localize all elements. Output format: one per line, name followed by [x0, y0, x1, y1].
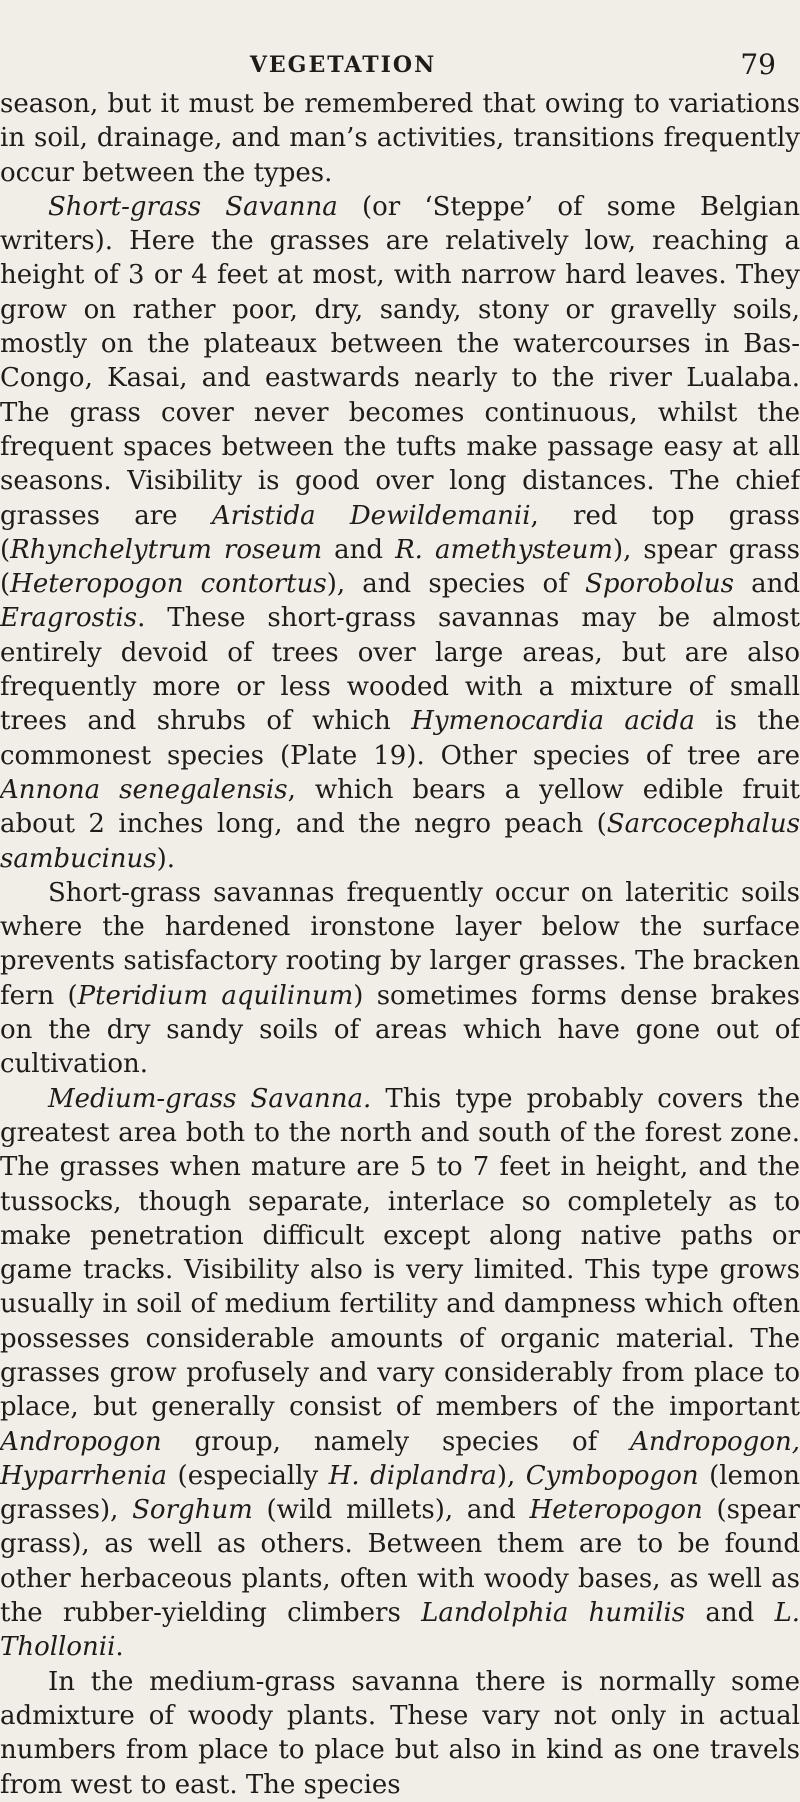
text-run: (lemon grasses),: [0, 1460, 800, 1526]
text-run: and: [685, 1598, 775, 1629]
text-run: .: [115, 1632, 124, 1663]
paragraph-lateritic-soils: [0, 876, 800, 1082]
italic-run: Sorghum: [132, 1495, 253, 1526]
italic-run: Heteropogon: [529, 1495, 703, 1526]
text-run: (wild millets), and: [252, 1495, 530, 1526]
italic-run: Sporobolus: [585, 569, 734, 600]
italic-run: Medium-grass Savanna.: [48, 1083, 372, 1114]
text-run: season, but it must be remembered that owing to variations in soil, drainage, and man’s activities, transitions frequently occur between the types.: [0, 89, 800, 188]
italic-run: R. amethysteum: [395, 534, 613, 565]
page-header: [0, 48, 800, 88]
text-run: , which bears a yellow edible fruit about 2 inches long, and the negro peach (: [0, 774, 800, 840]
italic-run: Landolphia humilis: [421, 1598, 686, 1629]
italic-run: Eragrostis: [0, 603, 138, 634]
body-text: [0, 87, 800, 1802]
text-run: group, namely species of: [161, 1426, 631, 1457]
italic-run: Cymbopogon: [525, 1460, 699, 1491]
paragraph-short-grass-savanna: [0, 190, 800, 876]
running-head: VEGETATION: [249, 52, 437, 78]
italic-run: Short-grass Savanna: [48, 191, 338, 222]
italic-run: Hymenocardia acida: [411, 706, 695, 737]
italic-run: Heteropogon contortus: [10, 569, 327, 600]
page-number: 79: [740, 48, 776, 81]
text-run: ),: [496, 1460, 526, 1491]
italic-run: Rhynchelytrum roseum: [10, 534, 323, 565]
text-run: ), and species of: [326, 569, 586, 600]
italic-run: Sarcocephalus sambucinus: [0, 809, 800, 874]
italic-run: Annona senegalensis: [0, 774, 288, 805]
italic-run: Andropogon, Hyparrhenia: [0, 1426, 800, 1491]
text-run: , red top grass (: [0, 500, 800, 565]
text-run: ).: [156, 843, 176, 874]
text-run: is the commonest species (Plate 19). Other species of tree are: [0, 706, 800, 771]
text-run: (especially: [167, 1460, 329, 1491]
text-run: Short-grass savannas frequently occur on lateritic soils where the hardened ironstone layer below the surface prevents satisfactory rooting by larger grasses. The bracken fern (: [0, 877, 800, 1011]
italic-run: Andropogon: [0, 1426, 162, 1457]
text-run: and: [322, 534, 396, 565]
text-run: . These short-grass savannas may be almost entirely devoid of trees over large areas, but are also frequently more or less wooded with a mixture of small trees and shrubs of which: [0, 603, 800, 737]
text-run: (or ‘Steppe’ of some Belgian writers). Here the grasses are relatively low, reaching a height of 3 or 4 feet at most, with narrow hard leaves. They grow on rather poor, dry, sandy, stony or gravelly soils, mostly on the plateaux between the watercourses in Bas-Congo, Kasai, and eastwards nearly to the river Lualaba. The grass cover never becomes continuous, whilst the frequent spaces between the tufts make passage easy at all seasons. Visibility is good over long distances. The chief grasses are: [0, 191, 800, 531]
text-run: ), spear grass (: [0, 534, 800, 600]
italic-run: L. Thollonii: [0, 1598, 800, 1663]
paragraph-medium-grass-savanna: [0, 1082, 800, 1665]
italic-run: Aristida Dewildemanii: [211, 500, 531, 531]
paragraph-woody-plants: [0, 1665, 800, 1802]
text-run: and: [733, 569, 800, 600]
italic-run: H. diplandra: [328, 1460, 497, 1491]
text-run: (spear grass), as well as others. Between them are to be found other herbaceous plants, often with woody bases, as well as the rubber-yielding climbers: [0, 1495, 800, 1629]
italic-run: Pteridium aquilinum: [77, 980, 354, 1011]
paragraph-1: [0, 87, 800, 190]
text-run: In the medium-grass savanna there is normally some admixture of woody plants. These vary not only in actual numbers from place to place but also in kind as one travels from west to east. The species: [0, 1666, 800, 1800]
text-run: ) sometimes forms dense brakes on the dry sandy soils of areas which have gone out of cultivation.: [0, 980, 800, 1080]
text-run: This type probably covers the greatest area both to the north and south of the forest zone. The grasses when mature are 5 to 7 feet in height, and the tussocks, though separate, interlace so completely as to make penetration difficult except along native paths or game tracks. Visibility also is very limited. This type grows usually in soil of medium fertility and dampness which often possesses considerable amounts of organic material. The grasses grow profusely and vary considerably from place to place, but generally consist of members of the important: [0, 1083, 800, 1423]
